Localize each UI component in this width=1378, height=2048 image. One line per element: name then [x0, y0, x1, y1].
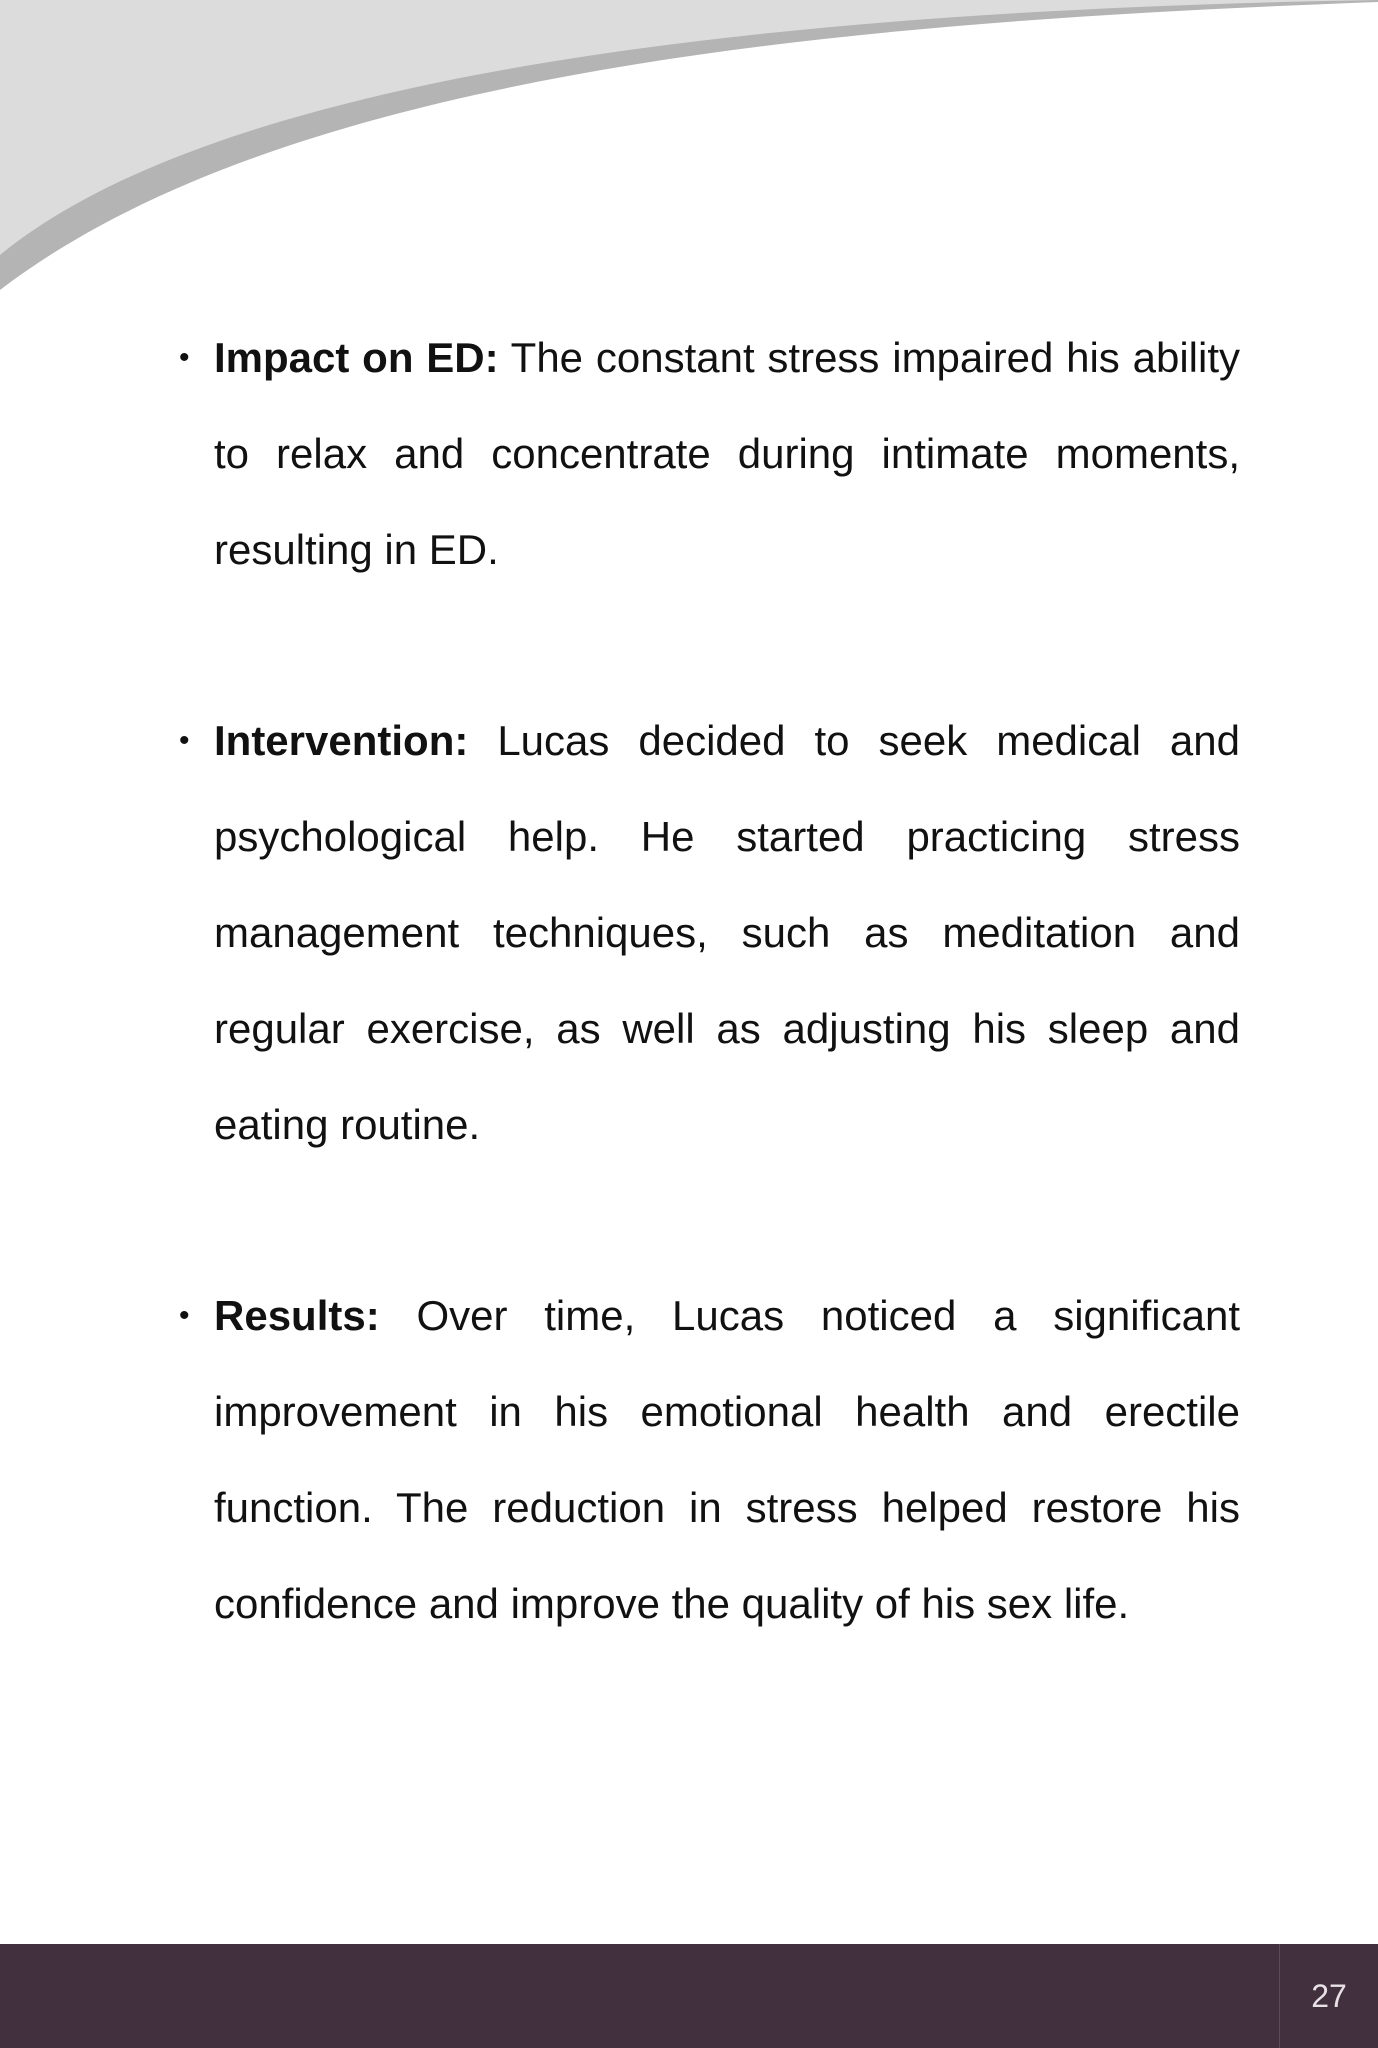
bullet-icon: •: [179, 724, 190, 757]
bullet-paragraph: [214, 1268, 1240, 1652]
curve-fill: [0, 0, 1378, 255]
bullet-body: Over time, Lucas noticed a significant improvement in his emotional health and erectile function. The reduction in stress helped restore his confidence and improve the quality of his sex life.: [214, 1292, 1240, 1627]
footer-bar: [0, 1944, 1378, 2048]
page-number-box: [1279, 1944, 1378, 2048]
bullet-paragraph: [214, 693, 1240, 1173]
page-number: 27: [1311, 1977, 1347, 2014]
bullet-paragraph: [214, 310, 1240, 598]
list-item: [174, 1268, 1240, 1652]
bullet-icon: •: [179, 1299, 190, 1332]
header-curve-decoration: [0, 0, 1378, 300]
bullet-icon: •: [179, 341, 190, 374]
bullet-label: Impact on ED:: [214, 334, 499, 381]
bullet-label: Intervention:: [214, 717, 469, 764]
list-item: [174, 310, 1240, 598]
bullet-list: [174, 310, 1240, 1747]
list-item: [174, 693, 1240, 1173]
bullet-body: The constant stress impaired his ability to relax and concentrate during intimate moments, resulting in ED.: [214, 334, 1240, 573]
bullet-label: Results:: [214, 1292, 380, 1339]
bullet-body: Lucas decided to seek medical and psychological help. He started practicing stress management techniques, such as meditation and regular exercise, as well as adjusting his sleep and eating routine.: [214, 717, 1240, 1148]
